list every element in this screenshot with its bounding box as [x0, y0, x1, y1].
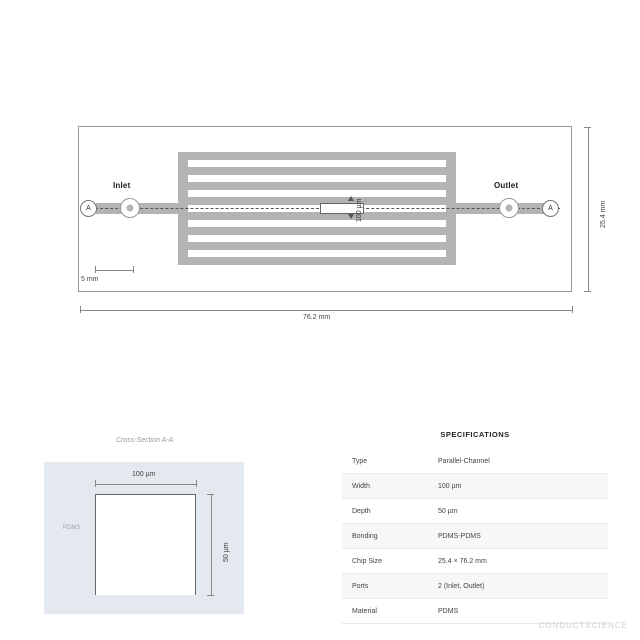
inlet-port-hole: [127, 205, 134, 212]
overall-height-dimension-line: [588, 127, 589, 291]
outlet-port-hole: [506, 205, 513, 212]
spec-key: Chip Size: [352, 557, 382, 565]
dimension-tick: [80, 306, 81, 313]
channel-gap: [188, 250, 446, 257]
dimension-tick: [207, 494, 214, 495]
spec-value: PDMS-PDMS: [438, 532, 481, 540]
cross-section-channel-void: [95, 494, 196, 595]
cross-section-material-label: PDMS: [63, 525, 81, 531]
channel-width-callout-text: 100 µm: [356, 198, 363, 222]
channel-gap: [188, 160, 446, 167]
section-marker-left: A: [80, 200, 97, 217]
overall-height-label: 25.4 mm: [600, 200, 607, 228]
table-row: [342, 449, 608, 474]
scale-bar-tick: [95, 266, 96, 273]
outlet-label: Outlet: [494, 181, 519, 190]
dimension-tick: [584, 127, 591, 128]
watermark: CONDUCTSCIENCE: [538, 621, 628, 630]
spec-key: Ports: [352, 582, 369, 590]
overall-width-dimension-line: [80, 310, 572, 311]
cross-section-width-label: 100 µm: [132, 471, 156, 478]
spec-key: Width: [352, 482, 370, 490]
inlet-label: Inlet: [113, 181, 131, 190]
table-row: [342, 549, 608, 574]
spec-value: 2 (Inlet, Outlet): [438, 582, 485, 590]
dimension-tick: [584, 291, 591, 292]
scale-bar-label: 5 mm: [81, 276, 99, 283]
channel-gap: [188, 220, 446, 227]
outlet-port[interactable]: [499, 198, 519, 218]
specifications-title: SPECIFICATIONS: [440, 430, 510, 439]
cross-section-title: Cross-Section A-A: [116, 437, 174, 444]
spec-value: PDMS: [438, 607, 459, 615]
dimension-tick: [95, 480, 96, 487]
callout-arrow-down-icon: [348, 214, 354, 219]
dimension-tick: [572, 306, 573, 313]
cross-section-depth-dimension-line: [211, 494, 212, 595]
inlet-port[interactable]: [120, 198, 140, 218]
dimension-tick: [196, 480, 197, 487]
channel-gap: [188, 235, 446, 242]
table-row: [342, 574, 608, 599]
scale-bar-tick: [133, 266, 134, 273]
cross-section-depth-label: 50 µm: [223, 542, 230, 562]
spec-key: Bonding: [352, 532, 378, 540]
section-marker-right: A: [542, 200, 559, 217]
table-row: [342, 474, 608, 499]
scale-bar-line: [95, 270, 133, 271]
spec-value: 25.4 × 76.2 mm: [438, 557, 487, 565]
channel-gap: [188, 190, 446, 197]
table-row: [342, 499, 608, 524]
callout-arrow-up-icon: [348, 196, 354, 201]
spec-value: 100 µm: [438, 482, 462, 490]
spec-key: Type: [352, 457, 368, 465]
overall-width-label: 76.2 mm: [303, 314, 331, 321]
cross-section-width-dimension-line: [95, 484, 196, 485]
table-row: [342, 524, 608, 549]
dimension-tick: [207, 595, 214, 596]
spec-value: Parallel-Channel: [438, 457, 490, 465]
spec-value: 50 µm: [438, 507, 458, 515]
specifications-panel: [342, 430, 608, 624]
spec-key: Depth: [352, 507, 371, 515]
spec-key: Material: [352, 607, 377, 615]
channel-gap: [188, 175, 446, 182]
